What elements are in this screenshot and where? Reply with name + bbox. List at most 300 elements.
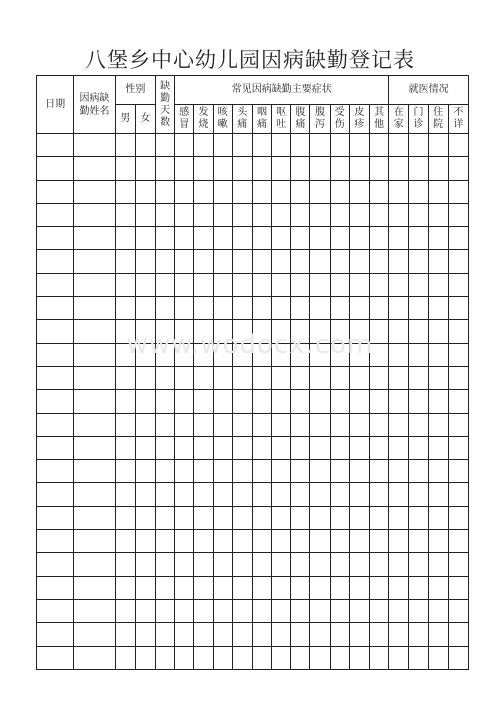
table-cell[interactable] [232, 343, 252, 366]
table-cell[interactable] [135, 390, 155, 413]
table-cell[interactable] [74, 623, 115, 646]
table-cell[interactable] [272, 134, 291, 157]
table-cell[interactable] [330, 646, 349, 669]
table-cell[interactable] [349, 623, 369, 646]
table-cell[interactable] [175, 180, 194, 203]
table-cell[interactable] [213, 530, 232, 553]
table-cell[interactable] [330, 366, 349, 389]
table-cell[interactable] [369, 227, 388, 250]
table-cell[interactable] [428, 553, 448, 576]
table-cell[interactable] [37, 483, 74, 506]
table-cell[interactable] [232, 483, 252, 506]
table-cell[interactable] [448, 134, 468, 157]
table-cell[interactable] [291, 320, 310, 343]
table-cell[interactable] [330, 390, 349, 413]
table-cell[interactable] [232, 553, 252, 576]
table-cell[interactable] [291, 530, 310, 553]
table-cell[interactable] [389, 343, 409, 366]
table-cell[interactable] [213, 320, 232, 343]
table-cell[interactable] [115, 390, 135, 413]
table-cell[interactable] [115, 460, 135, 483]
table-cell[interactable] [156, 413, 175, 436]
table-cell[interactable] [349, 297, 369, 320]
table-cell[interactable] [252, 180, 271, 203]
table-cell[interactable] [175, 460, 194, 483]
table-cell[interactable] [74, 203, 115, 226]
table-cell[interactable] [175, 250, 194, 273]
table-cell[interactable] [252, 530, 271, 553]
table-cell[interactable] [156, 436, 175, 459]
table-cell[interactable] [369, 180, 388, 203]
table-cell[interactable] [156, 366, 175, 389]
table-cell[interactable] [232, 134, 252, 157]
table-cell[interactable] [213, 273, 232, 296]
table-cell[interactable] [389, 273, 409, 296]
table-cell[interactable] [135, 366, 155, 389]
table-cell[interactable] [213, 623, 232, 646]
table-cell[interactable] [175, 483, 194, 506]
table-cell[interactable] [37, 134, 74, 157]
table-cell[interactable] [428, 343, 448, 366]
table-cell[interactable] [349, 227, 369, 250]
table-cell[interactable] [330, 157, 349, 180]
table-cell[interactable] [175, 413, 194, 436]
table-cell[interactable] [349, 180, 369, 203]
table-cell[interactable] [428, 203, 448, 226]
table-cell[interactable] [330, 180, 349, 203]
table-cell[interactable] [349, 553, 369, 576]
table-cell[interactable] [389, 576, 409, 599]
table-cell[interactable] [232, 227, 252, 250]
table-cell[interactable] [448, 530, 468, 553]
table-cell[interactable] [369, 297, 388, 320]
table-cell[interactable] [232, 506, 252, 529]
table-cell[interactable] [135, 646, 155, 669]
table-cell[interactable] [175, 343, 194, 366]
table-cell[interactable] [213, 646, 232, 669]
table-cell[interactable] [272, 250, 291, 273]
table-cell[interactable] [310, 180, 330, 203]
table-cell[interactable] [330, 599, 349, 622]
table-cell[interactable] [369, 436, 388, 459]
table-cell[interactable] [232, 250, 252, 273]
table-cell[interactable] [252, 203, 271, 226]
table-cell[interactable] [272, 273, 291, 296]
table-cell[interactable] [272, 390, 291, 413]
table-cell[interactable] [194, 343, 213, 366]
table-cell[interactable] [330, 553, 349, 576]
table-cell[interactable] [349, 366, 369, 389]
table-cell[interactable] [310, 553, 330, 576]
table-cell[interactable] [115, 576, 135, 599]
table-cell[interactable] [194, 460, 213, 483]
table-cell[interactable] [389, 530, 409, 553]
table-cell[interactable] [310, 343, 330, 366]
table-cell[interactable] [37, 250, 74, 273]
table-cell[interactable] [74, 390, 115, 413]
table-cell[interactable] [389, 413, 409, 436]
table-cell[interactable] [156, 460, 175, 483]
table-cell[interactable] [409, 343, 428, 366]
table-cell[interactable] [310, 413, 330, 436]
table-cell[interactable] [213, 134, 232, 157]
table-cell[interactable] [37, 530, 74, 553]
table-cell[interactable] [194, 134, 213, 157]
table-cell[interactable] [194, 320, 213, 343]
table-cell[interactable] [135, 320, 155, 343]
table-cell[interactable] [349, 390, 369, 413]
table-cell[interactable] [349, 576, 369, 599]
table-cell[interactable] [310, 460, 330, 483]
table-cell[interactable] [213, 576, 232, 599]
table-cell[interactable] [213, 227, 232, 250]
table-cell[interactable] [175, 157, 194, 180]
table-cell[interactable] [232, 203, 252, 226]
table-cell[interactable] [272, 599, 291, 622]
table-cell[interactable] [37, 576, 74, 599]
table-cell[interactable] [175, 203, 194, 226]
table-cell[interactable] [213, 157, 232, 180]
table-cell[interactable] [156, 297, 175, 320]
table-cell[interactable] [37, 366, 74, 389]
table-cell[interactable] [291, 180, 310, 203]
table-cell[interactable] [389, 646, 409, 669]
table-cell[interactable] [194, 599, 213, 622]
table-cell[interactable] [409, 506, 428, 529]
table-cell[interactable] [115, 343, 135, 366]
table-cell[interactable] [175, 623, 194, 646]
table-cell[interactable] [252, 157, 271, 180]
table-cell[interactable] [232, 646, 252, 669]
table-cell[interactable] [409, 366, 428, 389]
table-cell[interactable] [409, 483, 428, 506]
table-cell[interactable] [428, 320, 448, 343]
table-cell[interactable] [135, 530, 155, 553]
table-cell[interactable] [175, 646, 194, 669]
table-cell[interactable] [291, 273, 310, 296]
table-cell[interactable] [194, 203, 213, 226]
table-cell[interactable] [156, 320, 175, 343]
table-cell[interactable] [194, 576, 213, 599]
table-cell[interactable] [349, 460, 369, 483]
table-cell[interactable] [194, 530, 213, 553]
table-cell[interactable] [448, 320, 468, 343]
table-cell[interactable] [115, 553, 135, 576]
table-cell[interactable] [330, 506, 349, 529]
table-cell[interactable] [175, 227, 194, 250]
table-cell[interactable] [272, 460, 291, 483]
table-cell[interactable] [213, 366, 232, 389]
table-cell[interactable] [310, 157, 330, 180]
table-cell[interactable] [115, 297, 135, 320]
table-cell[interactable] [272, 180, 291, 203]
table-cell[interactable] [448, 460, 468, 483]
table-cell[interactable] [74, 273, 115, 296]
table-cell[interactable] [409, 250, 428, 273]
table-cell[interactable] [409, 227, 428, 250]
table-cell[interactable] [428, 390, 448, 413]
table-cell[interactable] [175, 273, 194, 296]
table-cell[interactable] [252, 227, 271, 250]
table-cell[interactable] [213, 297, 232, 320]
table-cell[interactable] [428, 180, 448, 203]
table-cell[interactable] [74, 576, 115, 599]
table-cell[interactable] [135, 413, 155, 436]
table-cell[interactable] [330, 436, 349, 459]
table-cell[interactable] [194, 553, 213, 576]
table-cell[interactable] [115, 157, 135, 180]
table-cell[interactable] [175, 576, 194, 599]
table-cell[interactable] [213, 343, 232, 366]
table-cell[interactable] [232, 180, 252, 203]
table-cell[interactable] [175, 436, 194, 459]
table-cell[interactable] [389, 483, 409, 506]
table-cell[interactable] [330, 227, 349, 250]
table-cell[interactable] [310, 506, 330, 529]
table-cell[interactable] [272, 646, 291, 669]
table-cell[interactable] [156, 157, 175, 180]
table-cell[interactable] [310, 366, 330, 389]
table-cell[interactable] [232, 157, 252, 180]
table-cell[interactable] [272, 576, 291, 599]
table-cell[interactable] [389, 390, 409, 413]
table-cell[interactable] [74, 436, 115, 459]
table-cell[interactable] [37, 506, 74, 529]
table-cell[interactable] [428, 506, 448, 529]
table-cell[interactable] [37, 460, 74, 483]
table-cell[interactable] [232, 320, 252, 343]
table-cell[interactable] [232, 460, 252, 483]
table-cell[interactable] [369, 506, 388, 529]
table-cell[interactable] [291, 646, 310, 669]
table-cell[interactable] [213, 250, 232, 273]
table-cell[interactable] [37, 436, 74, 459]
table-cell[interactable] [252, 436, 271, 459]
table-cell[interactable] [291, 623, 310, 646]
table-cell[interactable] [74, 297, 115, 320]
table-cell[interactable] [448, 227, 468, 250]
table-cell[interactable] [232, 599, 252, 622]
table-cell[interactable] [349, 134, 369, 157]
table-cell[interactable] [291, 483, 310, 506]
table-cell[interactable] [156, 134, 175, 157]
table-cell[interactable] [115, 273, 135, 296]
table-cell[interactable] [448, 250, 468, 273]
table-cell[interactable] [448, 599, 468, 622]
table-cell[interactable] [389, 623, 409, 646]
table-cell[interactable] [194, 413, 213, 436]
table-cell[interactable] [213, 483, 232, 506]
table-cell[interactable] [115, 599, 135, 622]
table-cell[interactable] [194, 250, 213, 273]
table-cell[interactable] [349, 530, 369, 553]
table-cell[interactable] [291, 599, 310, 622]
table-cell[interactable] [310, 436, 330, 459]
table-cell[interactable] [428, 530, 448, 553]
table-cell[interactable] [369, 576, 388, 599]
table-cell[interactable] [272, 623, 291, 646]
table-cell[interactable] [272, 553, 291, 576]
table-cell[interactable] [409, 320, 428, 343]
table-cell[interactable] [115, 203, 135, 226]
table-cell[interactable] [389, 134, 409, 157]
table-cell[interactable] [252, 553, 271, 576]
table-cell[interactable] [175, 134, 194, 157]
table-cell[interactable] [175, 320, 194, 343]
table-cell[interactable] [448, 506, 468, 529]
table-cell[interactable] [272, 320, 291, 343]
table-cell[interactable] [272, 366, 291, 389]
table-cell[interactable] [409, 273, 428, 296]
table-cell[interactable] [389, 227, 409, 250]
table-cell[interactable] [175, 506, 194, 529]
table-cell[interactable] [291, 297, 310, 320]
table-cell[interactable] [252, 390, 271, 413]
table-cell[interactable] [291, 460, 310, 483]
table-cell[interactable] [291, 436, 310, 459]
table-cell[interactable] [74, 227, 115, 250]
table-cell[interactable] [428, 483, 448, 506]
table-cell[interactable] [409, 576, 428, 599]
table-cell[interactable] [389, 366, 409, 389]
table-cell[interactable] [448, 343, 468, 366]
table-cell[interactable] [349, 506, 369, 529]
table-cell[interactable] [369, 250, 388, 273]
table-cell[interactable] [115, 646, 135, 669]
table-cell[interactable] [156, 576, 175, 599]
table-cell[interactable] [115, 436, 135, 459]
table-cell[interactable] [330, 297, 349, 320]
table-cell[interactable] [213, 460, 232, 483]
table-cell[interactable] [135, 297, 155, 320]
table-cell[interactable] [291, 366, 310, 389]
table-cell[interactable] [37, 413, 74, 436]
table-cell[interactable] [369, 320, 388, 343]
table-cell[interactable] [349, 343, 369, 366]
table-cell[interactable] [74, 646, 115, 669]
table-cell[interactable] [272, 436, 291, 459]
table-cell[interactable] [252, 343, 271, 366]
table-cell[interactable] [448, 203, 468, 226]
table-cell[interactable] [349, 436, 369, 459]
table-cell[interactable] [369, 553, 388, 576]
table-cell[interactable] [409, 297, 428, 320]
table-cell[interactable] [37, 553, 74, 576]
table-cell[interactable] [330, 320, 349, 343]
table-cell[interactable] [369, 483, 388, 506]
table-cell[interactable] [369, 203, 388, 226]
table-cell[interactable] [252, 366, 271, 389]
table-cell[interactable] [349, 413, 369, 436]
table-cell[interactable] [349, 203, 369, 226]
table-cell[interactable] [330, 576, 349, 599]
table-cell[interactable] [448, 646, 468, 669]
table-cell[interactable] [175, 553, 194, 576]
table-cell[interactable] [310, 273, 330, 296]
table-cell[interactable] [310, 623, 330, 646]
table-cell[interactable] [448, 366, 468, 389]
table-cell[interactable] [74, 180, 115, 203]
table-cell[interactable] [291, 250, 310, 273]
table-cell[interactable] [409, 623, 428, 646]
table-cell[interactable] [310, 646, 330, 669]
table-cell[interactable] [156, 553, 175, 576]
table-cell[interactable] [310, 203, 330, 226]
table-cell[interactable] [291, 413, 310, 436]
table-cell[interactable] [448, 436, 468, 459]
table-cell[interactable] [156, 227, 175, 250]
table-cell[interactable] [37, 623, 74, 646]
table-cell[interactable] [115, 320, 135, 343]
table-cell[interactable] [74, 250, 115, 273]
table-cell[interactable] [291, 343, 310, 366]
table-cell[interactable] [428, 599, 448, 622]
table-cell[interactable] [252, 413, 271, 436]
table-cell[interactable] [252, 134, 271, 157]
table-cell[interactable] [213, 436, 232, 459]
table-cell[interactable] [310, 227, 330, 250]
table-cell[interactable] [37, 203, 74, 226]
table-cell[interactable] [37, 180, 74, 203]
table-cell[interactable] [115, 366, 135, 389]
table-cell[interactable] [232, 576, 252, 599]
table-cell[interactable] [213, 506, 232, 529]
table-cell[interactable] [232, 436, 252, 459]
table-cell[interactable] [409, 134, 428, 157]
table-cell[interactable] [369, 366, 388, 389]
table-cell[interactable] [428, 413, 448, 436]
table-cell[interactable] [156, 483, 175, 506]
table-cell[interactable] [369, 599, 388, 622]
table-cell[interactable] [115, 180, 135, 203]
table-cell[interactable] [252, 320, 271, 343]
table-cell[interactable] [37, 297, 74, 320]
table-cell[interactable] [389, 320, 409, 343]
table-cell[interactable] [74, 157, 115, 180]
table-cell[interactable] [369, 157, 388, 180]
table-cell[interactable] [448, 553, 468, 576]
table-cell[interactable] [232, 623, 252, 646]
table-cell[interactable] [232, 366, 252, 389]
table-cell[interactable] [291, 134, 310, 157]
table-cell[interactable] [310, 320, 330, 343]
table-cell[interactable] [389, 460, 409, 483]
table-cell[interactable] [115, 530, 135, 553]
table-cell[interactable] [135, 576, 155, 599]
table-cell[interactable] [194, 506, 213, 529]
table-cell[interactable] [115, 134, 135, 157]
table-cell[interactable] [37, 343, 74, 366]
table-cell[interactable] [428, 646, 448, 669]
table-cell[interactable] [428, 227, 448, 250]
table-cell[interactable] [115, 227, 135, 250]
table-cell[interactable] [194, 436, 213, 459]
table-cell[interactable] [156, 203, 175, 226]
table-cell[interactable] [232, 413, 252, 436]
table-cell[interactable] [369, 530, 388, 553]
table-cell[interactable] [448, 297, 468, 320]
table-cell[interactable] [291, 227, 310, 250]
table-cell[interactable] [330, 460, 349, 483]
table-cell[interactable] [349, 157, 369, 180]
table-cell[interactable] [213, 180, 232, 203]
table-cell[interactable] [74, 483, 115, 506]
table-cell[interactable] [272, 297, 291, 320]
table-cell[interactable] [115, 483, 135, 506]
table-cell[interactable] [135, 227, 155, 250]
table-cell[interactable] [115, 413, 135, 436]
table-cell[interactable] [194, 646, 213, 669]
